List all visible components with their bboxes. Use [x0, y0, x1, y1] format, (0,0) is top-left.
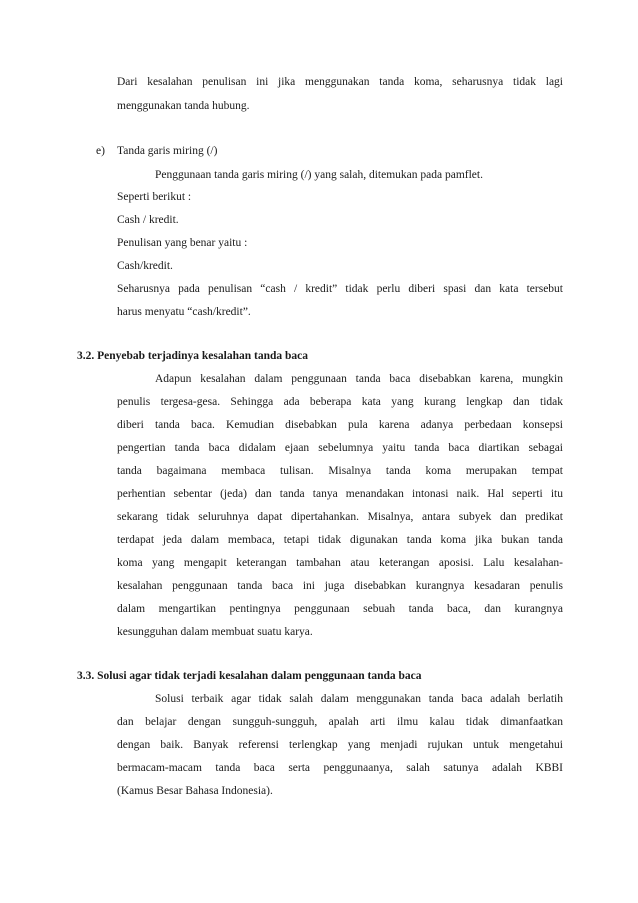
section-3-2-line: perhentian sebentar (jeda) dan tanda tanya menandakan intonasi naik. Hal seperti itu [117, 488, 563, 500]
section-3-2-line: kesalahan penggunaan tanda baca ini juga disebabkan kurangnya kesadaran penulis [117, 580, 563, 592]
section-3-3-line: dan belajar dengan sungguh-sungguh, apalah arti ilmu kalau tidak dimanfaatkan [117, 716, 563, 728]
intro-line-2: menggunakan tanda hubung. [117, 100, 250, 112]
section-3-2-line: kesungguhan dalam membuat suatu karya. [117, 626, 313, 638]
item-e-closing-1: Seharusnya pada penulisan “cash / kredit” tidak perlu diberi spasi dan kata tersebut [117, 283, 563, 295]
section-3-2-line: penulis tergesa-gesa. Sehingga ada beberapa kata yang kurang lengkap dan tidak [117, 396, 563, 408]
item-e-title: Tanda garis miring (/) [117, 145, 218, 157]
item-e-penulisan: Penulisan yang benar yaitu : [117, 237, 248, 249]
section-3-3-line: dengan baik. Banyak referensi terlengkap yang menjadi rujukan untuk mengetahui [117, 739, 563, 751]
item-e-marker: e) [96, 145, 105, 157]
section-3-2-line: koma yang mengapit keterangan tambahan atau keterangan aposisi. Lalu kesalahan- [117, 557, 563, 569]
section-3-2-line: Adapun kesalahan dalam penggunaan tanda baca disebabkan karena, mungkin [155, 373, 563, 385]
section-3-3-line: bermacam-macam tanda baca serta penggunaanya, salah satunya adalah KBBI [117, 762, 563, 774]
item-e-seperti: Seperti berikut : [117, 191, 192, 203]
section-3-3-line: Solusi terbaik agar tidak salah dalam menggunakan tanda baca adalah berlatih [155, 693, 563, 705]
section-3-2-line: dalam mengartikan pentingnya penggunaan sebuah tanda baca, dan kurangnya [117, 603, 563, 615]
item-e-paragraph: Penggunaan tanda garis miring (/) yang salah, ditemukan pada pamflet. [155, 169, 483, 181]
item-e-cash-right: Cash/kredit. [117, 260, 173, 272]
item-e-cash-wrong: Cash / kredit. [117, 214, 179, 226]
section-3-2-line: tanda bagaimana membaca tulisan. Misalnya tanda koma merupakan tempat [117, 465, 563, 477]
section-3-3-heading: 3.3. Solusi agar tidak terjadi kesalahan dalam penggunaan tanda baca [77, 670, 422, 682]
section-3-2-line: pengertian tanda baca didalam ejaan sebelumnya yaitu tanda baca diartikan sebagai [117, 442, 563, 454]
section-3-3-line: (Kamus Besar Bahasa Indonesia). [117, 785, 273, 797]
intro-line-1: Dari kesalahan penulisan ini jika menggunakan tanda koma, seharusnya tidak lagi [117, 76, 563, 88]
item-e-closing-2: harus menyatu “cash/kredit”. [117, 306, 251, 318]
section-3-2-heading: 3.2. Penyebab terjadinya kesalahan tanda baca [77, 350, 308, 362]
section-3-2-line: terdapat jeda dalam membaca, tetapi tidak digunakan tanda koma jika bukan tanda [117, 534, 563, 546]
section-3-2-line: diberi tanda baca. Kemudian disebabkan pula karena adanya perbedaan konsepsi [117, 419, 563, 431]
section-3-2-line: sekarang tidak seluruhnya dapat dipertahankan. Misalnya, antara subyek dan predikat [117, 511, 563, 523]
